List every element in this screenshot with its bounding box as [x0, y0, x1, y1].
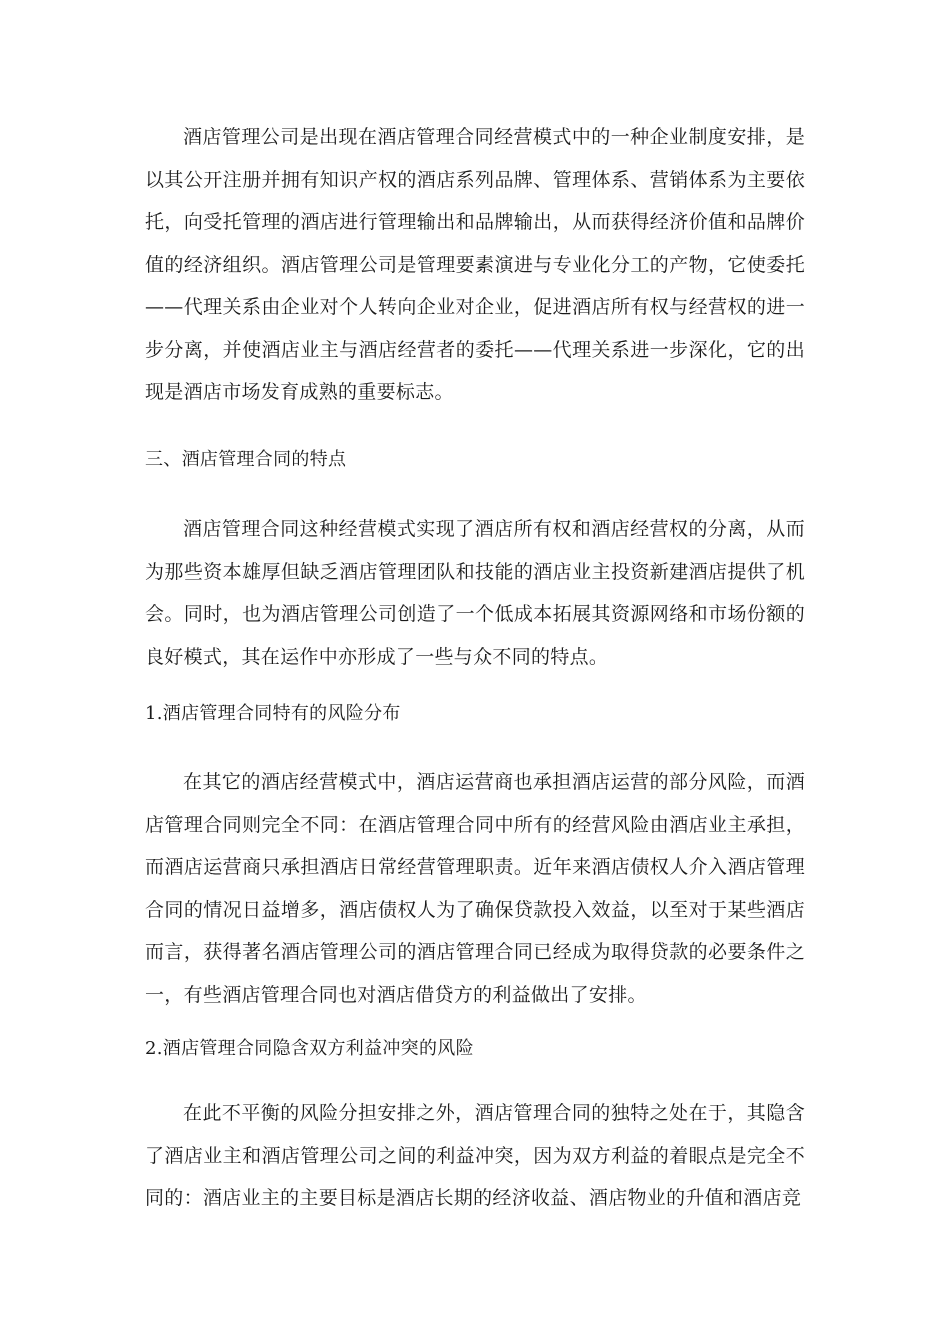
- body-paragraph: 酒店管理公司是出现在酒店管理合同经营模式中的一种企业制度安排，是以其公开注册并拥有知识产权的酒店系列品牌、管理体系、营销体系为主要依托，向受托管理的酒店进行管理输出和品牌输出，从而获得经济价值和品牌价值的经济组织。酒店管理公司是管理要素演进与专业化分工的产物，它使委托——代理关系由企业对个人转向企业对企业，促进酒店所有权与经营权的进一步分离，并使酒店业主与酒店经营者的委托——代理关系进一步深化，它的出现是酒店市场发育成熟的重要标志。: [145, 126, 805, 403]
- section-heading: 三、酒店管理合同的特点: [145, 449, 347, 470]
- body-paragraph: 在此不平衡的风险分担安排之外，酒店管理合同的独特之处在于，其隐含了酒店业主和酒店管理公司之间的利益冲突，因为双方利益的着眼点是完全不同的：酒店业主的主要目标是酒店长期的经济收益、酒店物业的升值和酒店竞: [145, 1102, 805, 1209]
- body-paragraph: 在其它的酒店经营模式中，酒店运营商也承担酒店运营的部分风险，而酒店管理合同则完全不同：在酒店管理合同中所有的经营风险由酒店业主承担，而酒店运营商只承担酒店日常经营管理职责。近年来酒店债权人介入酒店管理合同的情况日益增多，酒店债权人为了确保贷款投入效益，以至对于某些酒店而言，获得著名酒店管理公司的酒店管理合同已经成为取得贷款的必要条件之一，有些酒店管理合同也对酒店借贷方的利益做出了安排。: [145, 771, 805, 1006]
- subsection-heading: 1.酒店管理合同特有的风险分布: [145, 703, 401, 724]
- subsection-heading: 2.酒店管理合同隐含双方利益冲突的风险: [145, 1038, 474, 1059]
- body-paragraph: 酒店管理合同这种经营模式实现了酒店所有权和酒店经营权的分离，从而为那些资本雄厚但缺乏酒店管理团队和技能的酒店业主投资新建酒店提供了机会。同时，也为酒店管理公司创造了一个低成本拓展其资源网络和市场份额的良好模式，其在运作中亦形成了一些与众不同的特点。: [145, 518, 805, 668]
